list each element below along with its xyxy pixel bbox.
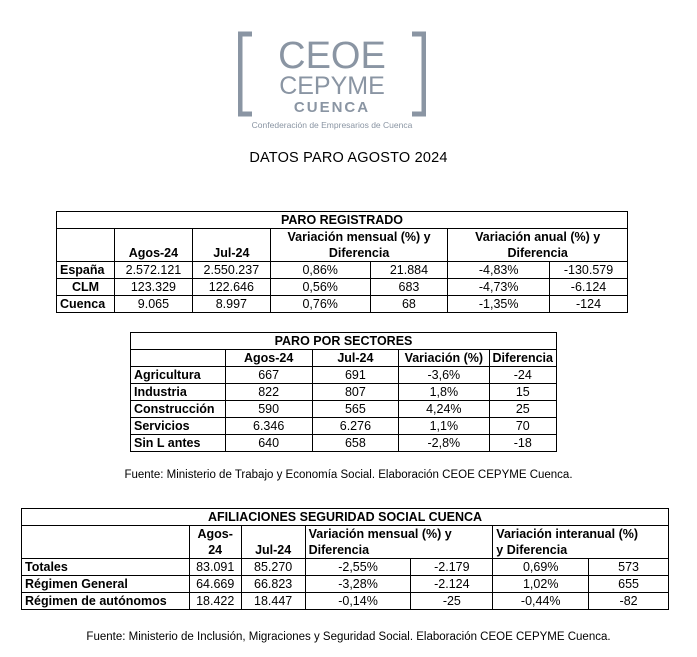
row-label: Servicios xyxy=(131,418,226,435)
col-var-anual: Variación anual (%) y Diferencia xyxy=(448,229,628,262)
cell-var-m-dif: 21.884 xyxy=(370,262,448,279)
cell-var-a-dif: -124 xyxy=(550,296,628,313)
col-var-mensual-line2: Diferencia xyxy=(308,543,370,557)
paro-sectores-table xyxy=(130,332,557,452)
cell-var-i-dif: 573 xyxy=(589,559,669,576)
cell-var-m-dif: -25 xyxy=(411,593,493,610)
cell-dif: -18 xyxy=(489,435,556,452)
cell-jul: 807 xyxy=(312,384,398,401)
row-label: Sin L antes xyxy=(131,435,226,452)
cell-var: 4,24% xyxy=(399,401,489,418)
cell-var-m-pct: -3,28% xyxy=(305,576,411,593)
table-header-row xyxy=(57,229,628,262)
cell-var-m-dif: -2.124 xyxy=(411,576,493,593)
cell-agos: 590 xyxy=(225,401,312,418)
cell-var-a-pct: -4,83% xyxy=(448,262,550,279)
col-var-interanual xyxy=(493,526,669,559)
table-title-row xyxy=(22,509,669,526)
row-label: Régimen General xyxy=(22,576,190,593)
table-row xyxy=(131,384,557,401)
cell-jul: 691 xyxy=(312,367,398,384)
col-dif: Diferencia xyxy=(489,350,556,367)
cell-var-i-dif: -82 xyxy=(589,593,669,610)
ceoe-cepyme-cuenca-logo xyxy=(238,28,426,132)
logo-line1: CEOE xyxy=(278,35,386,77)
cell-var-m-dif: 68 xyxy=(370,296,448,313)
cell-jul: 66.823 xyxy=(241,576,305,593)
source-note-afiliaciones: Fuente: Ministerio de Inclusión, Migraciones y Seguridad Social. Elaboración CEOE CEPYME Cuenca. xyxy=(86,631,611,643)
cell-var-a-dif: -6.124 xyxy=(550,279,628,296)
cell-jul: 18.447 xyxy=(241,593,305,610)
cell-var: 1,1% xyxy=(399,418,489,435)
col-var: Variación (%) xyxy=(399,350,489,367)
document-title: DATOS PARO AGOSTO 2024 xyxy=(249,150,448,166)
col-var-inter-line2: y Diferencia xyxy=(496,543,568,557)
col-agos: Agos-24 xyxy=(225,350,312,367)
logo-line2: CEPYME xyxy=(279,72,385,100)
logo-tagline: Confederación de Empresarios de Cuenca xyxy=(251,120,413,130)
afiliaciones-title: AFILIACIONES SEGURIDAD SOCIAL CUENCA xyxy=(22,509,669,526)
cell-var-m-pct: 0,56% xyxy=(270,279,370,296)
cell-var-a-pct: -4,73% xyxy=(448,279,550,296)
table-title-row xyxy=(57,212,628,229)
table-row xyxy=(57,279,628,296)
table-row xyxy=(57,262,628,279)
cell-var-m-pct: -0,14% xyxy=(305,593,411,610)
empty-header-cell xyxy=(131,350,226,367)
col-agos xyxy=(189,526,241,559)
cell-dif: -24 xyxy=(489,367,556,384)
table-title-row xyxy=(131,333,557,350)
table-row xyxy=(131,418,557,435)
cell-jul: 6.276 xyxy=(312,418,398,435)
cell-var-i-pct: 1,02% xyxy=(493,576,589,593)
cell-agos: 822 xyxy=(225,384,312,401)
cell-var-m-dif: 683 xyxy=(370,279,448,296)
cell-agos: 640 xyxy=(225,435,312,452)
cell-jul: 8.997 xyxy=(192,296,270,313)
cell-agos: 9.065 xyxy=(114,296,192,313)
col-var-mensual-line1: Variación mensual (%) y xyxy=(308,527,452,541)
cell-var-m-dif: -2.179 xyxy=(411,559,493,576)
cell-dif: 25 xyxy=(489,401,556,418)
paro-sectores-title: PARO POR SECTORES xyxy=(131,333,557,350)
col-var-mensual xyxy=(305,526,493,559)
cell-agos: 2.572.121 xyxy=(114,262,192,279)
cell-var-i-pct: 0,69% xyxy=(493,559,589,576)
empty-header-cell xyxy=(22,526,190,559)
cell-var-a-pct: -1,35% xyxy=(448,296,550,313)
row-label: Régimen de autónomos xyxy=(22,593,190,610)
row-label: CLM xyxy=(57,279,115,296)
cell-var-i-dif: 655 xyxy=(589,576,669,593)
cell-var-m-pct: -2,55% xyxy=(305,559,411,576)
cell-var-a-dif: -130.579 xyxy=(550,262,628,279)
table-row xyxy=(22,559,669,576)
table-row xyxy=(57,296,628,313)
cell-jul: 122.646 xyxy=(192,279,270,296)
cell-jul: 85.270 xyxy=(241,559,305,576)
row-label: Cuenca xyxy=(57,296,115,313)
table-row xyxy=(22,576,669,593)
row-label: Totales xyxy=(22,559,190,576)
col-jul: Jul-24 xyxy=(241,526,305,559)
col-jul: Jul-24 xyxy=(312,350,398,367)
cell-jul: 565 xyxy=(312,401,398,418)
row-label: Industria xyxy=(131,384,226,401)
cell-agos: 18.422 xyxy=(189,593,241,610)
cell-var: -2,8% xyxy=(399,435,489,452)
cell-agos: 64.669 xyxy=(189,576,241,593)
col-agos: Agos-24 xyxy=(114,229,192,262)
cell-var-m-pct: 0,86% xyxy=(270,262,370,279)
paro-registrado-title: PARO REGISTRADO xyxy=(57,212,628,229)
cell-jul: 658 xyxy=(312,435,398,452)
paro-registrado-table xyxy=(56,211,628,313)
cell-agos: 6.346 xyxy=(225,418,312,435)
empty-header-cell xyxy=(57,229,115,262)
table-header-row xyxy=(22,526,669,559)
cell-agos: 83.091 xyxy=(189,559,241,576)
afiliaciones-table xyxy=(21,508,669,610)
cell-jul: 2.550.237 xyxy=(192,262,270,279)
cell-agos: 667 xyxy=(225,367,312,384)
cell-var-i-pct: -0,44% xyxy=(493,593,589,610)
cell-agos: 123.329 xyxy=(114,279,192,296)
row-label: Agricultura xyxy=(131,367,226,384)
row-label: España xyxy=(57,262,115,279)
cell-var: -3,6% xyxy=(399,367,489,384)
logo-line3: CUENCA xyxy=(293,99,371,116)
cell-dif: 15 xyxy=(489,384,556,401)
col-agos-line1: Agos- xyxy=(197,527,233,541)
table-header-row xyxy=(131,350,557,367)
cell-dif: 70 xyxy=(489,418,556,435)
table-row xyxy=(131,367,557,384)
col-var-mensual: Variación mensual (%) y Diferencia xyxy=(270,229,448,262)
row-label: Construcción xyxy=(131,401,226,418)
table-row xyxy=(22,593,669,610)
table-row xyxy=(131,401,557,418)
table-row xyxy=(131,435,557,452)
col-jul: Jul-24 xyxy=(192,229,270,262)
col-var-inter-line1: Variación interanual (%) xyxy=(496,527,639,541)
source-note-paro: Fuente: Ministerio de Trabajo y Economía Social. Elaboración CEOE CEPYME Cuenca. xyxy=(124,469,573,481)
cell-var-m-pct: 0,76% xyxy=(270,296,370,313)
cell-var: 1,8% xyxy=(399,384,489,401)
col-agos-line2: 24 xyxy=(208,543,223,557)
